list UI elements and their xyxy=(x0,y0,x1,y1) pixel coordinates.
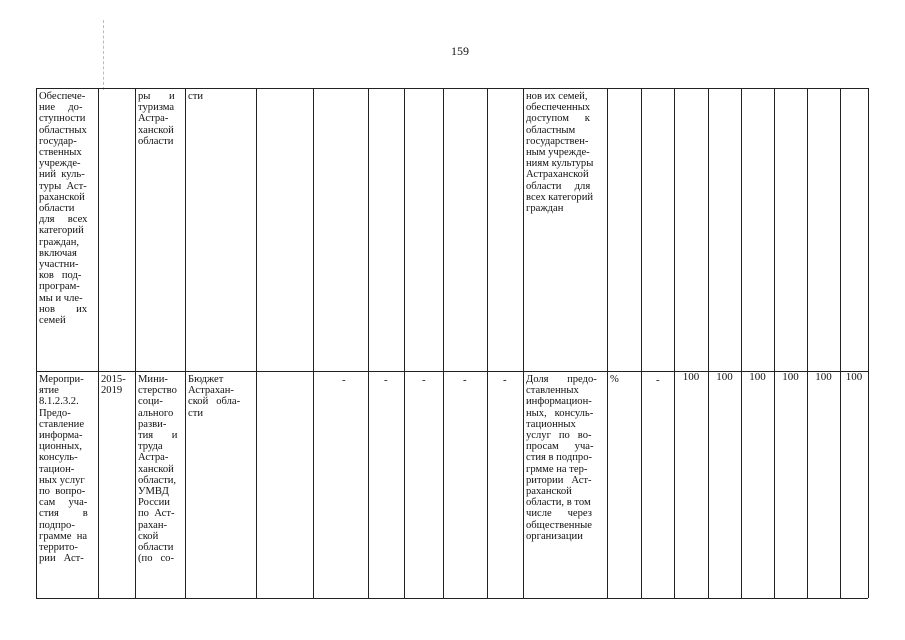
col-border xyxy=(135,88,136,598)
row2-target-value: 100 xyxy=(845,372,863,383)
col-border xyxy=(708,88,709,598)
col-border xyxy=(741,88,742,598)
page-number: 159 xyxy=(451,44,469,58)
col-border xyxy=(443,88,444,598)
row2-value-dash: - xyxy=(384,374,388,386)
col-border xyxy=(98,88,99,598)
col-border xyxy=(313,88,314,598)
col-border xyxy=(523,88,524,598)
col-border xyxy=(404,88,405,598)
row2-target-value: 100 xyxy=(749,372,766,383)
row2-target-value: 100 xyxy=(782,372,799,383)
row1-funding-continued: сти xyxy=(188,91,204,102)
row2-target-value: 100 xyxy=(682,372,700,383)
row1-indicator: нов их семей, обеспеченных доступом к областным государствен- ным учрежде- ниям культуры Астраханской области для всех категорий граждан xyxy=(526,91,594,215)
col-border xyxy=(807,88,808,598)
row2-base-value: - xyxy=(656,374,660,386)
table-bottom-border xyxy=(36,598,868,599)
col-border xyxy=(840,88,841,598)
row2-target-value: 100 xyxy=(815,372,832,383)
col-border xyxy=(674,88,675,598)
row2-value-dash: - xyxy=(422,374,426,386)
col-border xyxy=(774,88,775,598)
col-border xyxy=(487,88,488,598)
col-border xyxy=(607,88,608,598)
row2-value-dash: - xyxy=(342,374,346,386)
col-border xyxy=(256,88,257,598)
row2-value-dash: - xyxy=(503,374,507,386)
row2-target-value: 100 xyxy=(716,372,733,383)
col-border xyxy=(641,88,642,598)
row2-executor: Мини- стерство соци- ального разви- тия и труда Астра- ханской области, УМВД России по Аст- рахан- ской области (по со- xyxy=(138,374,178,565)
col-border xyxy=(868,88,869,598)
row2-unit: % xyxy=(610,374,619,385)
row1-measure-name: Обеспече- ние до- ступности областных государ- ственных учрежде- ний куль- туры Аст- раханской области для всех категорий граждан, включая участни- ков под- програм- мы и чле- нов их семей xyxy=(39,91,88,327)
table-top-border xyxy=(36,88,868,89)
col-border xyxy=(368,88,369,598)
row2-value-dash: - xyxy=(463,374,467,386)
col-border xyxy=(185,88,186,598)
row2-indicator: Доля предо- ставленных информацион- ных, консуль- тационных услуг по во- просам уча- стия в подпро- грмме на тер- ритории Аст- раханской области, в том числе через общественные организации xyxy=(526,374,597,542)
row2-years: 2015- 2019 xyxy=(101,374,126,397)
row2-funding-source: Бюджет Астрахан- ской обла- сти xyxy=(188,374,241,419)
row1-executor-continued: ры и туризма Астра- ханской области xyxy=(138,91,175,147)
col-border xyxy=(36,88,37,598)
row2-measure-name: Меропри- ятие 8.1.2.3.2. Предо- ставление информа- ционных, консуль- тацион- ных услуг по вопро- сам уча- стия в подпро- грамме на террито- рии Аст- xyxy=(39,374,88,565)
